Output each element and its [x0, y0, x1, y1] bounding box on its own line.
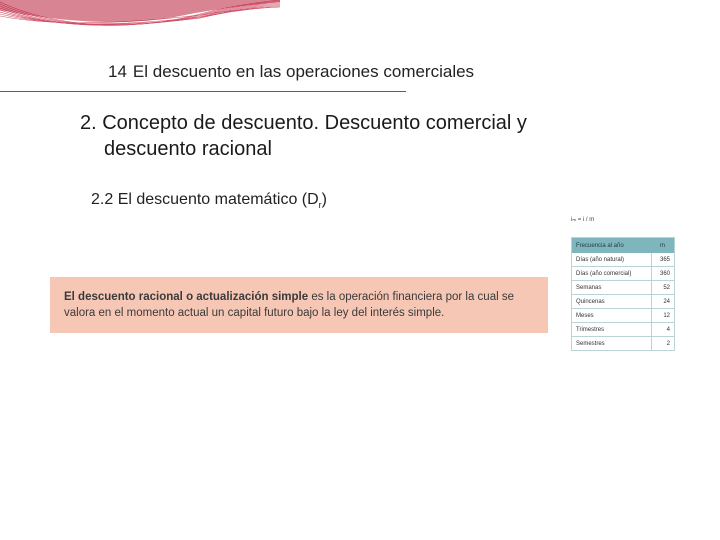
- header-divider: [0, 91, 406, 92]
- chapter-number: 14: [108, 62, 127, 81]
- table-cell: Semanas: [572, 281, 652, 295]
- table-cell: 365: [651, 253, 675, 267]
- chapter-title: El descuento en las operaciones comerciales: [132, 62, 475, 81]
- subsection-title: [91, 191, 327, 210]
- table-row: [572, 337, 675, 351]
- frequency-table: [571, 237, 675, 351]
- section-title: [80, 110, 640, 162]
- subsection-subscript: r: [318, 200, 322, 211]
- definition-term: El descuento racional o actualización simple: [64, 291, 309, 303]
- table-cell: Días (año natural): [572, 253, 652, 267]
- table-cell: 2: [651, 337, 675, 351]
- table-row: [572, 253, 675, 267]
- table-cell: 24: [651, 295, 675, 309]
- chapter-header: [108, 62, 474, 82]
- subsection-title-text: 2.2 El descuento matemático (D: [91, 191, 319, 208]
- table-row: [572, 323, 675, 337]
- table-cell: Meses: [572, 309, 652, 323]
- table-cell: 4: [651, 323, 675, 337]
- section-title-line1: 2. Concepto de descuento. Descuento comercial y: [80, 112, 527, 134]
- decorative-wave-graphic: [0, 0, 280, 32]
- table-cell: 360: [651, 267, 675, 281]
- table-cell: Días (año comercial): [572, 267, 652, 281]
- table-cell: Semestres: [572, 337, 652, 351]
- section-title-line2: descuento racional: [104, 138, 272, 160]
- table-row: [572, 267, 675, 281]
- table-row: [572, 281, 675, 295]
- table-row: [572, 309, 675, 323]
- table-row: [572, 295, 675, 309]
- definition-text: es la operación financiera por la cual se valora en el momento actual un capital futuro bajo la ley del interés simple.: [64, 291, 514, 319]
- table-cell: 52: [651, 281, 675, 295]
- table-header-frequency: Frecuencia al año: [572, 238, 652, 254]
- table-cell: Trimestres: [572, 323, 652, 337]
- table-header-row: [572, 238, 675, 254]
- subsection-title-suffix: ): [321, 191, 327, 208]
- table-cell: Quincenas: [572, 295, 652, 309]
- definition-box: [50, 277, 548, 333]
- table-cell: 12: [651, 309, 675, 323]
- rate-formula: iₘ = i / m: [571, 217, 595, 223]
- table-header-m: m: [651, 238, 675, 254]
